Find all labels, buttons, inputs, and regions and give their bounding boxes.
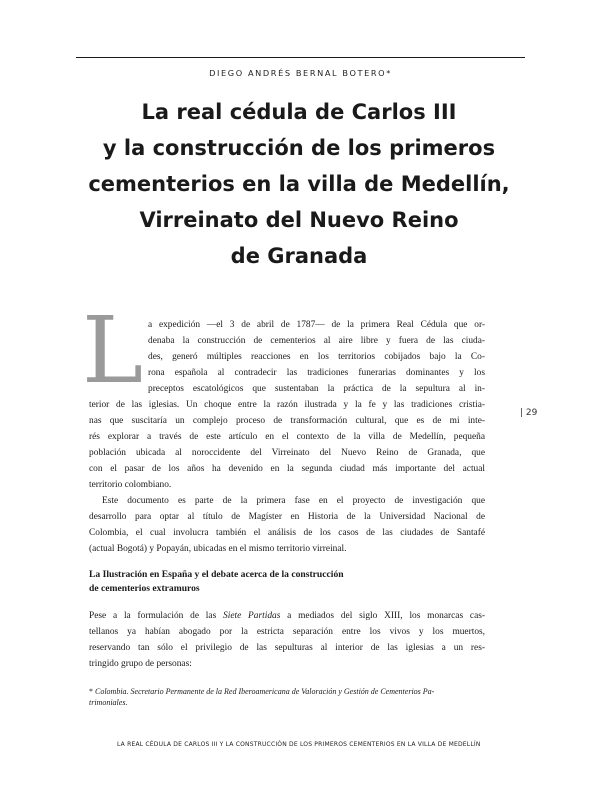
body-line: Este documento es parte de la primera fase en el proyecto de investigación que [102, 496, 485, 506]
article-title [60, 94, 538, 274]
header-rule [76, 57, 525, 58]
body-line [89, 610, 485, 622]
title-line: La real cédula de Carlos III [141, 100, 457, 124]
body-line: desarrollo para optar al título de Magíster en Historia de la Universidad Nacional de [89, 512, 485, 522]
footnote-text: Colombia. Secretario Permanente de la Red Iberoamericana de Valoración y Gestión de Cementerios Pa- [95, 687, 435, 696]
section-heading: La Ilustración en España y el debate acerca de la construcción [89, 569, 344, 580]
body-line: con el pasar de los años ha devenido en la segunda ciudad más importante del actual [89, 464, 485, 474]
drop-cap: L [82, 297, 144, 404]
title-line: Virreinato del Nuevo Reino [139, 208, 459, 232]
body-line: a expedición —el 3 de abril de 1787— de la primera Real Cédula que or- [148, 320, 485, 330]
title-line: y la construcción de los primeros [102, 136, 496, 160]
author-name: DIEGO ANDRÉS BERNAL BOTERO* [209, 68, 392, 78]
running-footer: LA REAL CÉDULA DE CARLOS III Y LA CONSTRUCCIÓN DE LOS PRIMEROS CEMENTERIOS EN LA VILLA DE MEDELLÍN [117, 741, 481, 748]
body-line: nas que suscitaría un complejo proceso de transformación cultural, que es de mi inte- [89, 416, 485, 426]
footnote-marker: * [89, 687, 93, 696]
footnote-continuation: trimoniales. [89, 698, 128, 707]
footnote [89, 686, 489, 697]
body-line: rés explorar a través de este artículo en el contexto de la villa de Medellín, pequeña [89, 432, 485, 442]
text-span: a mediados del siglo XIII, los monarcas cas- [280, 611, 486, 621]
title-line: de Granada [230, 244, 368, 268]
body-line: des, generó múltiples reacciones en los territorios cobijados bajo la Co- [148, 352, 485, 362]
title-line: cementerios en la villa de Medellín, [88, 172, 510, 196]
body-line: tringido grupo de personas: [89, 659, 192, 669]
body-line: (actual Bogotá) y Popayán, ubicadas en el mismo territorio virreinal. [89, 544, 347, 554]
body-line: territorio colombiano. [89, 480, 172, 490]
body-line: preceptos escatológicos que sustentaban la práctica de la sepultura al in- [148, 384, 485, 394]
body-line: denaba la construcción de cementerios al aire libre y fuera de las ciuda- [148, 336, 485, 346]
body-line: reservando tan sólo el privilegio de las sepulturas al interior de las iglesias a un res- [89, 643, 485, 653]
body-line: población ubicada al noroccidente del Virreinato del Nuevo Reino de Granada, que [89, 448, 485, 458]
body-line: Colombia, el cual involucra también el análisis de los casos de las ciudades de Santafé [89, 528, 485, 538]
body-line: tellanos ya habían abogado por la estricta separación entre los vivos y los muertos, [89, 627, 485, 637]
body-line: terior de las iglesias. Un choque entre la razón ilustrada y la fe y las tradiciones cristia- [89, 400, 485, 410]
italic-title: Siete Partidas [223, 611, 281, 621]
page-number: | 29 [520, 408, 538, 418]
text-span: Pese a la formulación de las [89, 611, 224, 621]
body-line: rona española al contradecir las tradiciones funerarias dominantes y los [148, 368, 485, 378]
section-heading: de cementerios extramuros [89, 583, 200, 594]
